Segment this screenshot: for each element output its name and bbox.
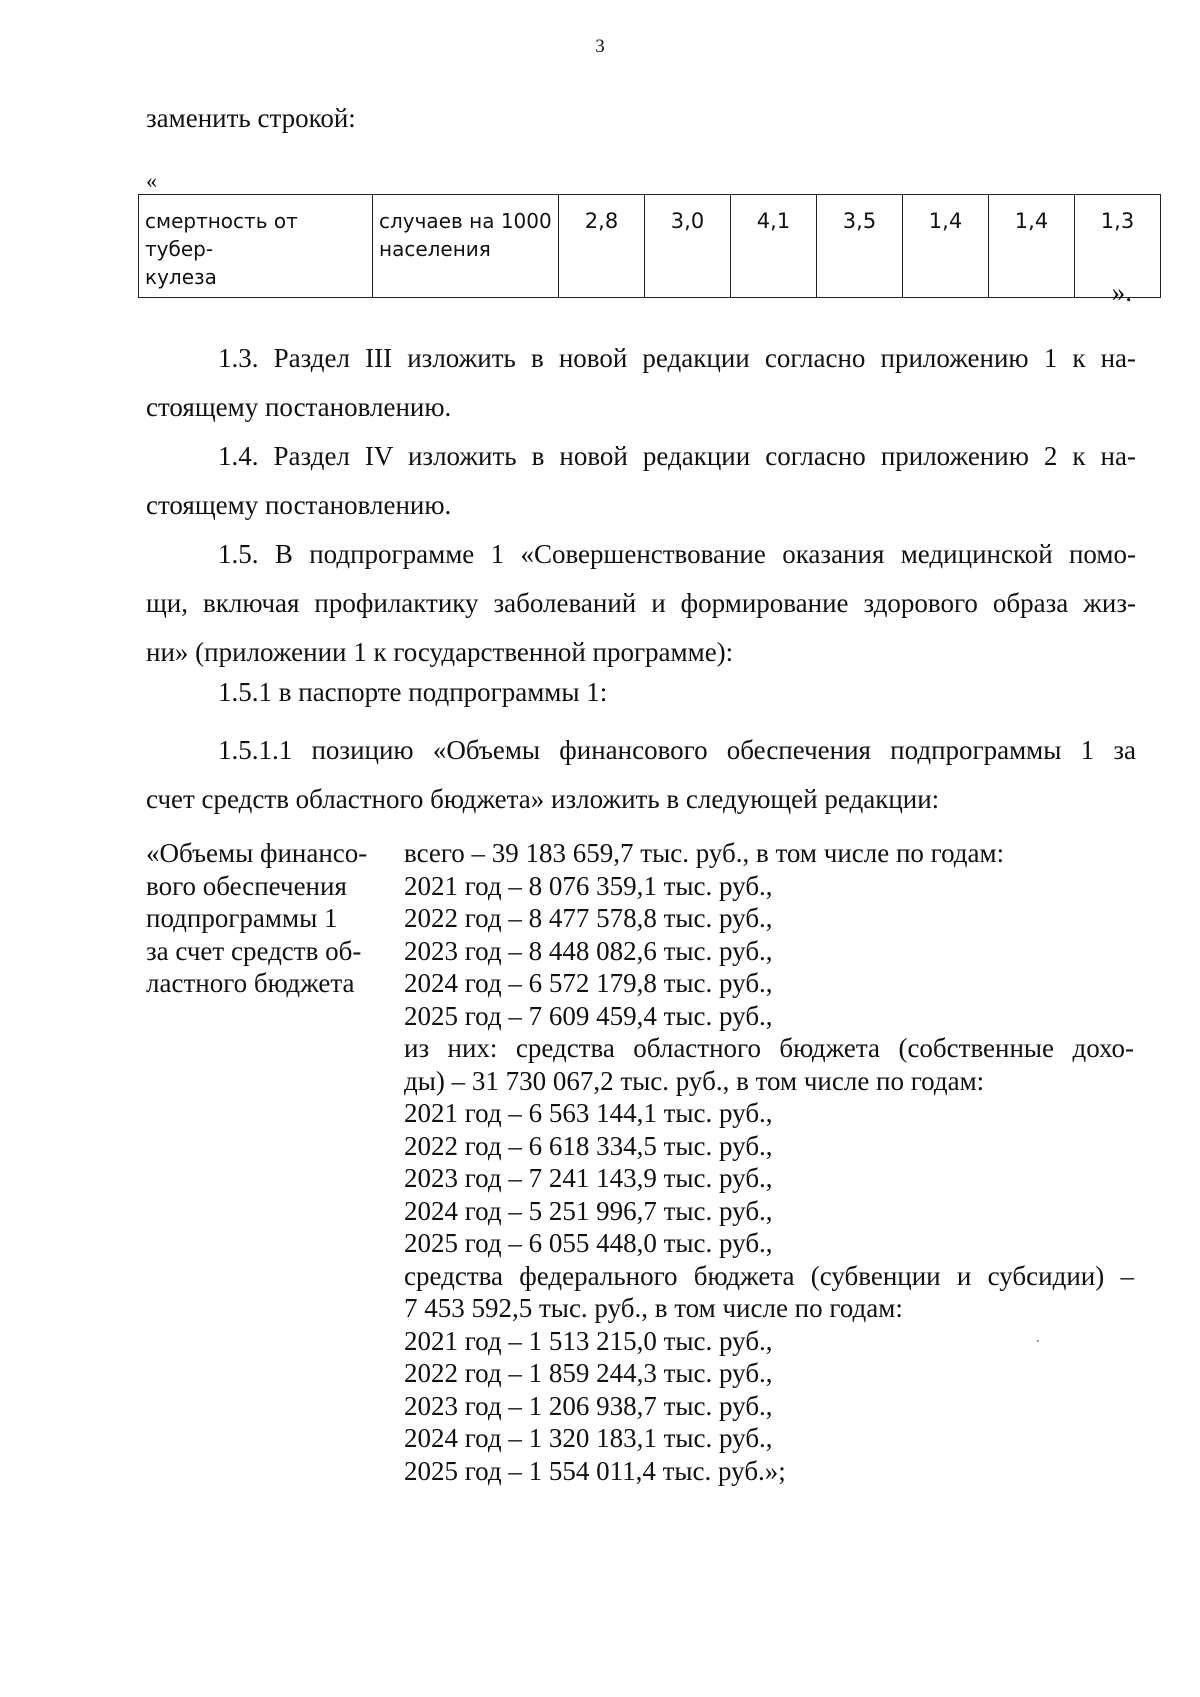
indicator-name-cell <box>139 195 373 298</box>
financing-line: 2021 год – 6 563 144,1 тыс. руб., <box>404 1098 773 1128</box>
quote-open: « <box>146 168 157 193</box>
paragraph-1-4 <box>146 432 1136 530</box>
paragraph-line: 1.5. В подпрограмме 1 «Совершенствование оказания медицинской помо- <box>218 539 1136 569</box>
financing-label-line: за счет средств об- <box>146 935 362 966</box>
financing-label-line: ластного бюджета <box>146 968 355 998</box>
financing-line: 2021 год – 8 076 359,1 тыс. руб., <box>404 870 773 901</box>
page-number: 3 <box>595 36 605 57</box>
financing-line: 2022 год – 1 859 244,3 тыс. руб., <box>404 1358 773 1388</box>
table-row <box>139 195 1161 298</box>
value-cell: 1,4 <box>989 195 1075 298</box>
financing-line: 2024 год – 5 251 996,7 тыс. руб., <box>404 1195 773 1226</box>
financing-line: 2024 год – 1 320 183,1 тыс. руб., <box>404 1423 773 1453</box>
paragraph-line: счет средств областного бюджета» изложить в следующей редакции: <box>146 784 940 814</box>
quote-close: ». <box>1111 277 1132 307</box>
financing-line: 2024 год – 6 572 179,8 тыс. руб., <box>404 968 773 998</box>
financing-label-line: подпрограммы 1 <box>146 903 338 933</box>
financing-label-line: вого обеспечения <box>146 870 347 901</box>
financing-line: средства федерального бюджета (субвенции и субсидии) – <box>404 1260 1134 1291</box>
indicator-unit-cell <box>373 195 559 298</box>
financing-label-line: «Объемы финансо- <box>146 838 368 868</box>
value-cell: 3,0 <box>645 195 731 298</box>
financing-line: 2021 год – 1 513 215,0 тыс. руб., <box>404 1325 773 1356</box>
paragraph-line: стоящему постановлению. <box>146 490 452 520</box>
intro-text: заменить строкой: <box>146 103 356 133</box>
value-cell: 1,4 <box>903 195 989 298</box>
financing-line: всего – 39 183 659,7 тыс. руб., в том числе по годам: <box>404 838 1005 868</box>
financing-line: 2023 год – 7 241 143,9 тыс. руб., <box>404 1163 773 1193</box>
indicator-unit-line: населения <box>379 237 491 261</box>
indicator-name-line: кулеза <box>145 265 217 289</box>
value-cell: 4,1 <box>731 195 817 298</box>
value-cell: 2,8 <box>559 195 645 298</box>
paragraph-line: стоящему постановлению. <box>146 392 452 422</box>
financing-line: 2022 год – 8 477 578,8 тыс. руб., <box>404 903 773 933</box>
paragraph-line: 1.3. Раздел III изложить в новой редакции согласно приложению 1 к на- <box>218 343 1136 373</box>
paragraph-line: 1.4. Раздел IV изложить в новой редакции согласно приложению 2 к на- <box>218 441 1136 471</box>
paragraph-1-5 <box>146 530 1136 677</box>
financing-line: 2025 год – 7 609 459,4 тыс. руб., <box>404 1000 773 1031</box>
financing-line: 2023 год – 1 206 938,7 тыс. руб., <box>404 1390 773 1421</box>
value-cell: 1,3 <box>1075 195 1161 298</box>
financing-line: 2022 год – 6 618 334,5 тыс. руб., <box>404 1130 773 1161</box>
paragraph-line: ни» (приложении 1 к государственной программе): <box>146 637 734 667</box>
paragraph-1-5-1: 1.5.1 в паспорте подпрограммы 1: <box>218 677 608 707</box>
financing-label <box>146 837 367 1000</box>
financing-details <box>404 837 1134 1487</box>
paragraph-line: 1.5.1.1 позицию «Объемы финансового обеспечения подпрограммы 1 за <box>218 735 1136 765</box>
paragraph-line: щи, включая профилактику заболеваний и формирование здорового образа жиз- <box>146 588 1136 618</box>
value-cell: 3,5 <box>817 195 903 298</box>
financing-line: 7 453 592,5 тыс. руб., в том числе по годам: <box>404 1293 903 1323</box>
paragraph-1-5-1-1 <box>146 726 1136 824</box>
indicator-unit-line: случаев на 1000 <box>379 209 552 233</box>
financing-line: 2025 год – 6 055 448,0 тыс. руб., <box>404 1228 773 1258</box>
financing-line: ды) – 31 730 067,2 тыс. руб., в том числе по годам: <box>404 1065 985 1096</box>
financing-line: 2025 год – 1 554 011,4 тыс. руб.»; <box>404 1455 786 1486</box>
paragraph-1-3 <box>146 334 1136 432</box>
scan-speck <box>1037 1340 1039 1342</box>
indicator-table <box>138 194 1161 298</box>
indicator-name-line: смертность от тубер- <box>145 209 298 261</box>
financing-line: 2023 год – 8 448 082,6 тыс. руб., <box>404 935 773 966</box>
financing-line: из них: средства областного бюджета (собственные дохо- <box>404 1033 1134 1063</box>
